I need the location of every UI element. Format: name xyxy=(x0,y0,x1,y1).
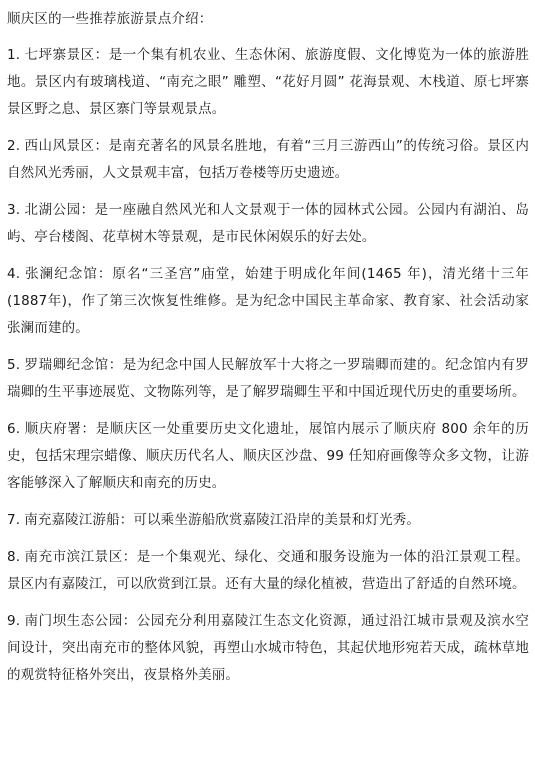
item-text: 张澜纪念馆：原名“三圣宫”庙堂，始建于明成化年间(1465 年)，清光绪十三年(1887年)，作了第三次恢复性维修。是为纪念中国民主革命家、教育家、社会活动家张澜而建的。 xyxy=(7,266,529,336)
attraction-item xyxy=(7,42,529,123)
attraction-item xyxy=(7,507,529,534)
item-number: 6. xyxy=(7,421,21,437)
item-text: 西山风景区：是南充著名的风景名胜地，有着“三月三游西山”的传统习俗。景区内自然风光秀丽，人文景观丰富，包括万卷楼等历史遗迹。 xyxy=(7,138,529,181)
item-text: 罗瑞卿纪念馆：是为纪念中国人民解放军十大将之一罗瑞卿而建的。纪念馆内有罗瑞卿的生平事迹展览、文物陈列等，是了解罗瑞卿生平和中国近现代历史的重要场所。 xyxy=(7,357,529,400)
item-number: 1. xyxy=(7,47,21,63)
item-number: 5. xyxy=(7,357,21,373)
item-number: 4. xyxy=(7,266,21,282)
item-text: 南充市滨江景区：是一个集观光、绿化、交通和服务设施为一体的沿江景观工程。景区内有嘉陵江，可以欣赏到江景。还有大量的绿化植被，营造出了舒适的自然环境。 xyxy=(7,549,529,592)
attraction-item xyxy=(7,133,529,187)
item-number: 2. xyxy=(7,138,21,154)
item-number: 9. xyxy=(7,613,21,629)
item-text: 南充嘉陵江游船：可以乘坐游船欣赏嘉陵江沿岸的美景和灯光秀。 xyxy=(24,512,421,528)
attraction-item xyxy=(7,197,529,251)
attraction-item xyxy=(7,261,529,342)
attraction-item xyxy=(7,608,529,689)
item-text: 七坪寨景区：是一个集有机农业、生态休闲、旅游度假、文化博览为一体的旅游胜地。景区内有玻璃栈道、“南充之眼” 雕塑、“花好月圆” 花海景观、木栈道、原七坪寨景区野之息、景区寨门等景观景点。 xyxy=(7,47,529,117)
attraction-item xyxy=(7,352,529,406)
item-text: 北湖公园：是一座融自然风光和人文景观于一体的园林式公园。公园内有湖泊、岛屿、亭台楼阁、花草树木等景观，是市民休闲娱乐的好去处。 xyxy=(7,202,529,245)
attraction-item xyxy=(7,416,529,497)
intro-heading: 顺庆区的一些推荐旅游景点介绍： xyxy=(7,11,213,27)
document-body xyxy=(7,6,529,699)
item-number: 8. xyxy=(7,549,21,565)
item-number: 7. xyxy=(7,512,21,528)
attraction-item xyxy=(7,544,529,598)
item-number: 3. xyxy=(7,202,21,218)
item-text: 顺庆府署：是顺庆区一处重要历史文化遗址，展馆内展示了顺庆府 800 余年的历史，包括宋理宗蜡像、顺庆历代名人、顺庆区沙盘、99 任知府画像等众多文物，让游客能够深入了解顺庆和南充的历史。 xyxy=(7,421,529,491)
item-text: 南门坝生态公园：公园充分利用嘉陵江生态文化资源，通过沿江城市景观及滨水空间设计，突出南充市的整体风貌，再塑山水城市特色，其起伏地形宛若天成，疏林草地的观赏特征格外突出，夜景格外美丽。 xyxy=(7,613,529,683)
